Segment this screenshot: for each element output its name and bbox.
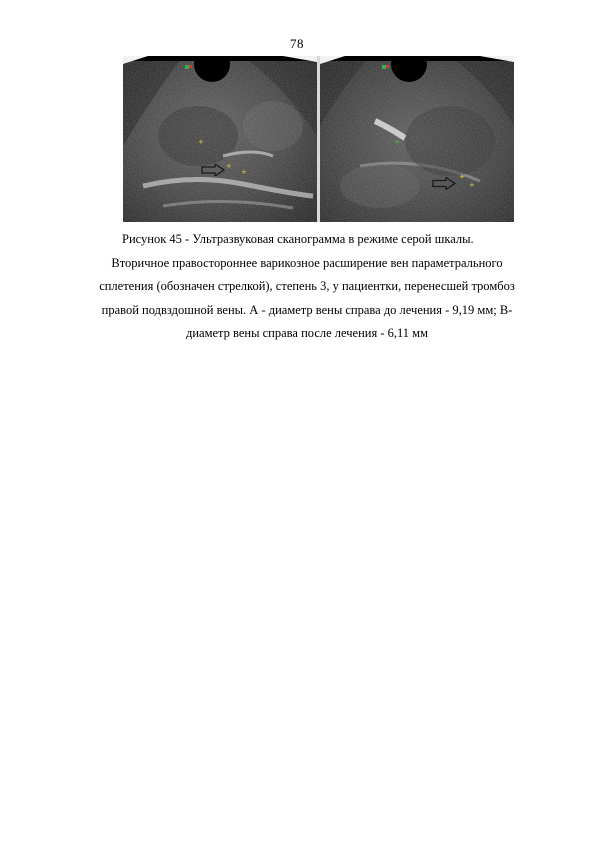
caption-line: диаметр вены справа после лечения - 6,11 мм	[186, 326, 428, 340]
svg-text:+: +	[459, 173, 465, 181]
svg-text:+: +	[469, 181, 475, 189]
arrow-icon	[432, 177, 456, 190]
ultrasound-figure	[123, 56, 514, 222]
caption-line: правой подвздошной вены. А - диаметр вены справа до лечения - 9,19 мм; В-	[101, 302, 513, 317]
svg-text:+: +	[241, 168, 247, 176]
ultrasound-image-a	[123, 56, 317, 222]
arrow-icon	[201, 164, 225, 176]
page-number: 78	[290, 36, 304, 51]
svg-text:+: +	[198, 138, 204, 146]
caption-line: сплетения (обозначен стрелкой), степень 3, у пациентки, перенесшей тромбоз	[99, 279, 515, 293]
ultrasound-image-b	[320, 56, 514, 222]
svg-text:+: +	[226, 162, 232, 170]
svg-text:+: +	[394, 138, 400, 146]
figure-caption	[72, 228, 542, 346]
caption-line: Рисунок 45 - Ультразвуковая сканограмма в режиме серой шкалы.	[122, 232, 474, 246]
caption-line: Вторичное правостороннее варикозное расширение вен параметрального	[111, 255, 503, 270]
